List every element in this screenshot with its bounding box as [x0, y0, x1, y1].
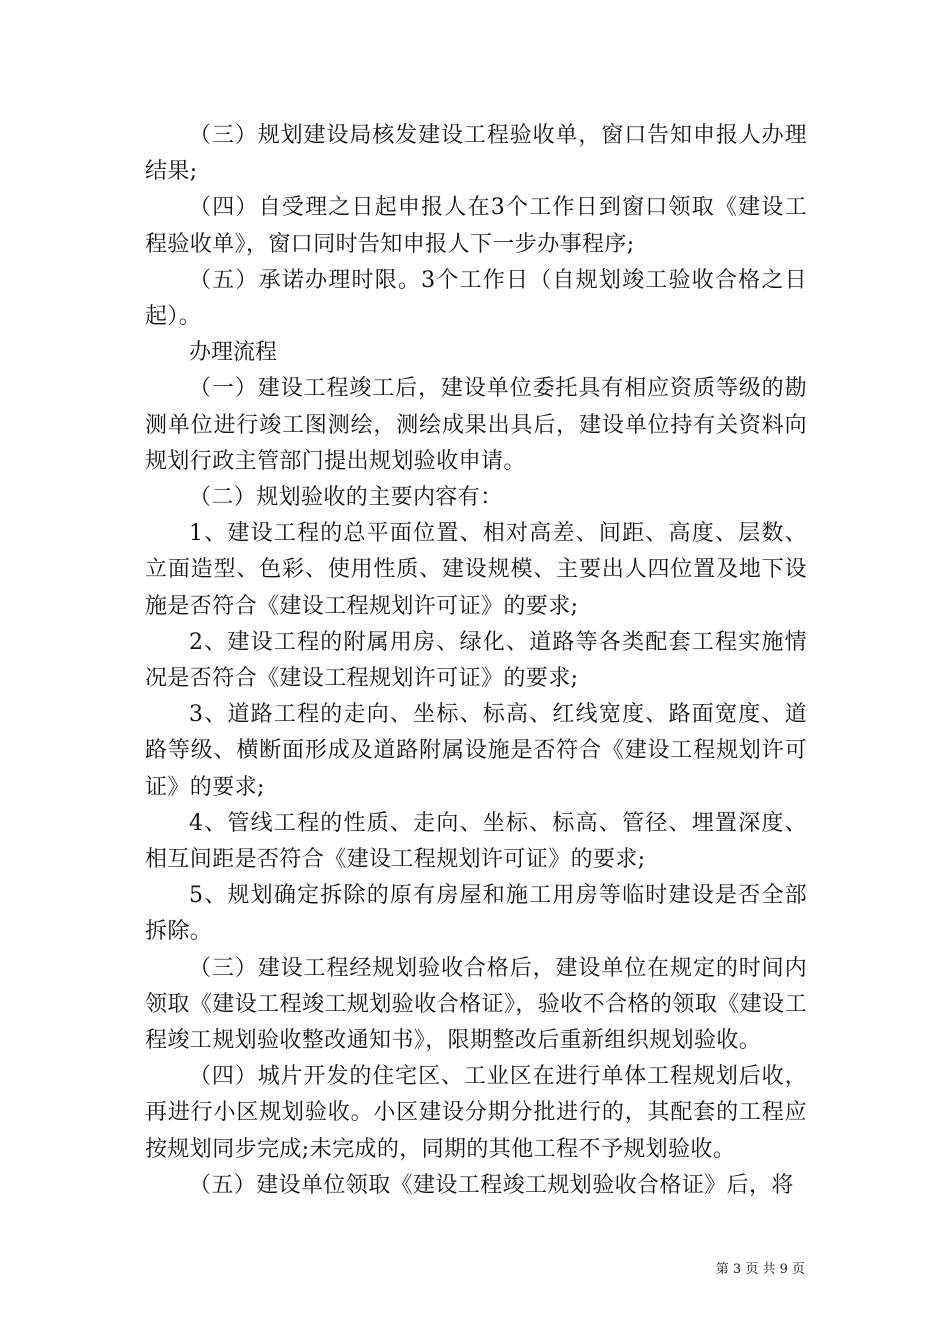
paragraph: （四）城片开发的住宅区、工业区在进行单体工程规划后收，再进行小区规划验收。小区建设分期分批进行的，其配套的工程应按规划同步完成;未完成的，同期的其他工程不予规划验收。 [145, 1064, 807, 1162]
paragraph: （四）自受理之日起申报人在3个工作日到窗口领取《建设工程验收单》，窗口同时告知申报人下一步办事程序; [145, 195, 807, 257]
paragraph: （一）建设工程竣工后，建设单位委托具有相应资质等级的勘测单位进行竣工图测绘，测绘成果出具后，建设单位持有关资料向规划行政主管部门提出规划验收申请。 [145, 376, 807, 474]
paragraph: （五）承诺办理时限。3个工作日（自规划竣工验收合格之日起）。 [145, 267, 807, 330]
document-body [145, 118, 807, 1204]
paragraph: （五）建设单位领取《建设工程竣工规划验收合格证》后，将 [189, 1172, 794, 1198]
section-heading: 办理流程 [189, 340, 278, 366]
paragraph: （三）规划建设局核发建设工程验收单，窗口告知申报人办理结果; [145, 123, 807, 185]
paragraph: （二）规划验收的主要内容有： [189, 485, 503, 511]
list-item: 2、建设工程的附属用房、绿化、道路等各类配套工程实施情况是否符合《建设工程规划许可证》的要求; [145, 629, 807, 692]
list-item: 5、规划确定拆除的原有房屋和施工用房等临时建设是否全部拆除。 [145, 883, 807, 945]
page-number: 第 3 页 共 9 页 [715, 1262, 805, 1277]
list-item: 4、管线工程的性质、走向、坐标、标高、管径、埋置深度、相互间距是否符合《建设工程规划许可证》的要求; [145, 810, 807, 873]
list-item: 3、道路工程的走向、坐标、标高、红线宽度、路面宽度、道路等级、横断面形成及道路附属设施是否符合《建设工程规划许可证》的要求; [145, 702, 807, 800]
list-item: 1、建设工程的总平面位置、相对高差、间距、高度、层数、立面造型、色彩、使用性质、建设规模、主要出人四位置及地下设施是否符合《建设工程规划许可证》的要求; [145, 521, 807, 619]
paragraph: （三）建设工程经规划验收合格后，建设单位在规定的时间内领取《建设工程竣工规划验收合格证》，验收不合格的领取《建设工程竣工规划验收整改通知书》，限期整改后重新组织规划验收。 [145, 955, 807, 1054]
